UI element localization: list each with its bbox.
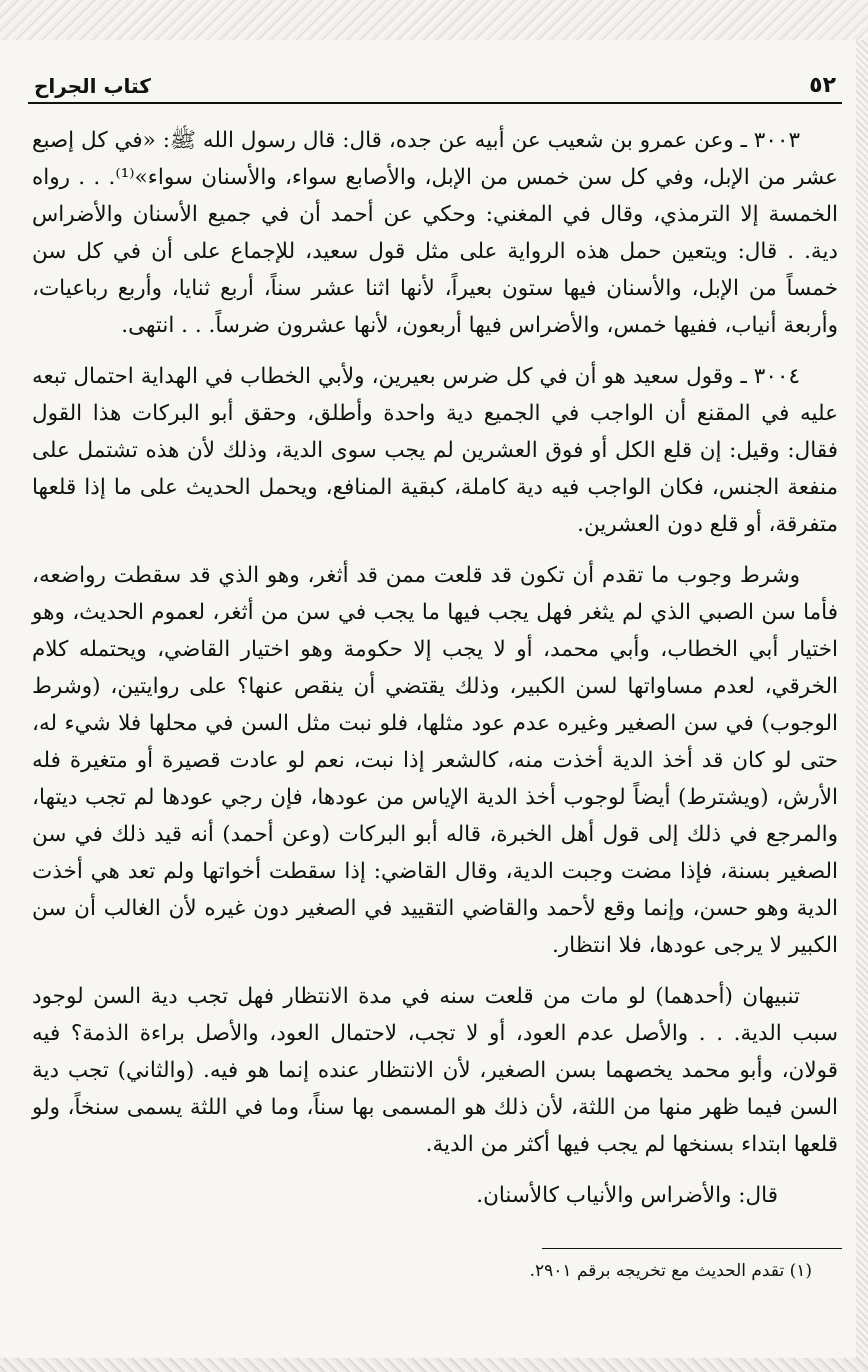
scan-edge-right bbox=[856, 40, 868, 1358]
book-page bbox=[28, 60, 842, 1285]
scan-edge-bottom bbox=[0, 1358, 868, 1372]
paragraph-conditions: وشرط وجوب ما تقدم أن تكون قد قلعت ممن قد أثغر، وهو الذي قد سقطت رواضعه، فأما سن الصبي الذي لم يثغر فهل يجب فيها ما يجب في سن من أثغر، لعموم الحديث، وهو اختيار أبي الخطاب، وأبي محمد، أو لا يجب إلا حكومة وهو اختيار القاضي، ويحتمله كلام الخرقي، لعدم مساواتها لسن الكبير، وذلك يقتضي أن ينقص عنها؟ على روايتين، (وشرط الوجوب) في سن الصغير وغيره عدم عود مثلها، فلو نبت مثل السن في محلها فلا شيء له، حتى لو كان قد أخذ الدية أخذت منه، كالشعر إذا نبت، نعم لو عادت قصيرة أو متغيرة فله الأرش، (ويشترط) أيضاً لوجوب أخذ الدية الإياس من عودها، فإن رجي عودها لم تجب ديتها، والمرجع في ذلك إلى قول أهل الخبرة، قاله أبو البركات (وعن أحمد) أنه قيد ذلك في سن الصغير بسنة، فإذا مضت وجبت الدية، وقال القاضي: إذا سقطت أخواتها ولم تعد هي أخذت الدية وهو حسن، وإنما وقع لأحمد والقاضي التقييد في الصغير دون غيره لأن الغالب أن سن الكبير لا يرجى عودها، فلا انتظار. bbox=[32, 563, 838, 958]
paragraph-3003: ٣٠٠٣ ـ وعن عمرو بن شعيب عن أبيه عن جده، قال: قال رسول الله ﷺ: «في كل إصبع عشر من الإبل، وفي كل سن خمس من الإبل، والأصابع سواء، والأسنان سواء»⁽¹⁾. . . رواه الخمسة إلا الترمذي، وقال في المغني: وحكي عن أحمد أن في جميع الأسنان والأضراس دية. . قال: ويتعين حمل هذه الرواية على مثل قول سعيد، للإجماع على أن في كل سن خمساً من الإبل، والأسنان فيها ستون بعيراً، لأنها اثنا عشر سناً، أربع ثنايا، وأربع رباعيات، وأربعة أنياب، ففيها خمس، والأضراس فيها أربعون، لأنها عشرون ضرساً. . . انتهى. bbox=[32, 128, 839, 338]
footnote-divider bbox=[542, 1248, 842, 1249]
scan-edge-top bbox=[0, 0, 868, 40]
closing-line: قال: والأضراس والأنياب كالأسنان. bbox=[476, 1183, 778, 1208]
running-header bbox=[28, 60, 842, 104]
body-text bbox=[28, 104, 842, 1214]
book-title: كتاب الجراح bbox=[34, 74, 151, 98]
page-number: ٥٢ bbox=[809, 73, 836, 98]
paragraph-two-notes: تنبيهان (أحدهما) لو مات من قلعت سنه في مدة الانتظار فهل تجب دية السن لوجود سبب الدية. . . والأصل عدم العود، أو لا تجب، لاحتمال العود، والأصل براءة الذمة؟ فيه قولان، وأبو محمد يخصهما بسن الصغير، لأن الانتظار عنده إنما هو فيه. (والثاني) تجب دية السن فيما ظهر منها من اللثة، لأن ذلك هو المسمى بها سناً، وما في اللثة يسمى سنخاً، ولو قلعها ابتداء بسنخها لم يجب فيها أكثر من الدية. bbox=[32, 984, 838, 1157]
footnote-1: (١) تقدم الحديث مع تخريجه برقم ٢٩٠١. bbox=[529, 1261, 812, 1281]
paragraph-3004: ٣٠٠٤ ـ وقول سعيد هو أن في كل ضرس بعيرين، ولأبي الخطاب في الهداية احتمال تبعه عليه في المقنع أن الواجب في الجميع دية واحدة وأطلق، وحقق أبو البركات هذا القول فقال: وقيل: إن قلع الكل أو فوق العشرين لم يجب سوى الدية، وذلك لأن هذه تشتمل على منفعة الجنس، فكان الواجب فيه دية كاملة، كبقية المنافع، ويحمل الحديث على ما إذا قلعها متفرقة، أو قلع دون العشرين. bbox=[32, 364, 838, 537]
